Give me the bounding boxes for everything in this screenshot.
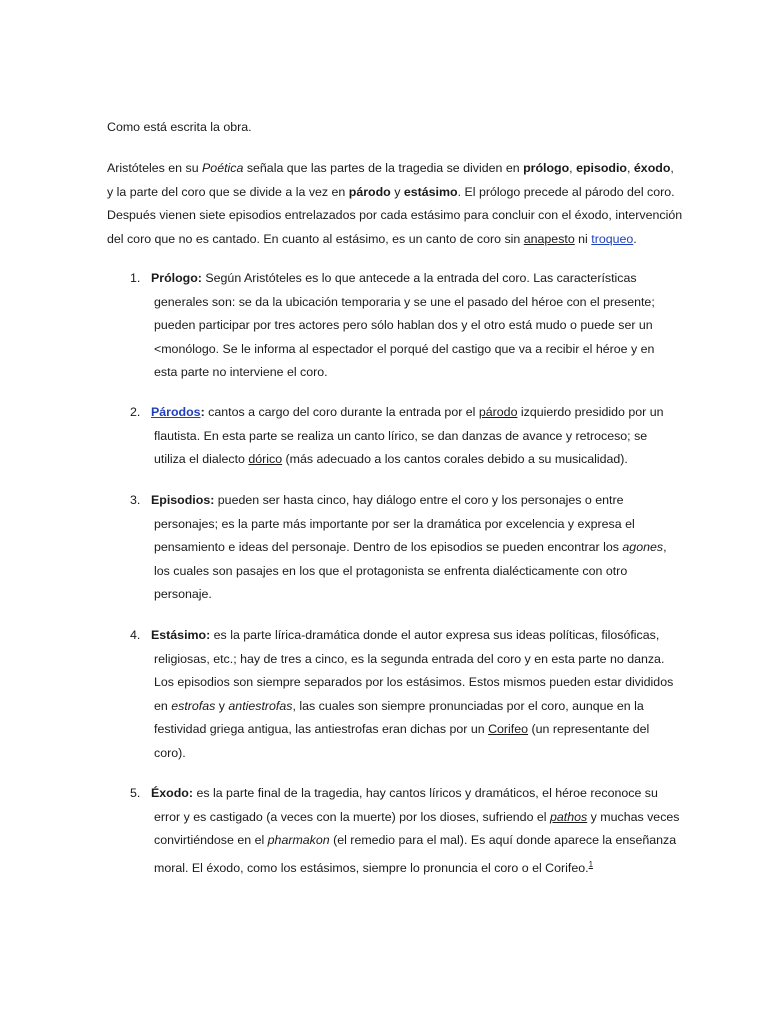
item-title: Estásimo: — [151, 628, 211, 642]
intro-paragraph — [107, 157, 683, 251]
text: , — [627, 161, 634, 175]
poetica-title: Poética — [202, 161, 244, 175]
item-line: generales son: se da la ubicación temporaria y se une el pasado del héroe con el presente; — [154, 294, 655, 309]
item-line — [151, 489, 654, 513]
item-line: esta parte no interviene el coro. — [154, 365, 328, 379]
text: pueden ser hasta cinco, hay diálogo entre el coro y los personajes o entre — [214, 493, 624, 507]
list-item-body — [151, 401, 664, 472]
text: (un representante del — [528, 722, 650, 736]
text: Aristóteles en su — [107, 161, 203, 175]
text: (más adecuado a los cantos corales debido a su musicalidad). — [282, 452, 628, 466]
term-episodio: episodio — [576, 161, 628, 175]
text: , las cuales son siempre pronunciadas por el coro, aunque en la — [292, 698, 644, 713]
text: , — [569, 161, 577, 175]
text: izquierdo presidido por un — [517, 405, 664, 419]
item-line — [154, 853, 654, 881]
item-line — [154, 448, 654, 472]
term-exodo: éxodo — [633, 161, 671, 175]
term-estrofas: estrofas — [171, 698, 216, 713]
term-parodo: párodo — [348, 184, 391, 199]
text: es la parte final de la tragedia, hay cantos líricos y dramáticos, el héroe reconoce su — [193, 786, 658, 800]
text: y la parte del coro que se divide a la vez en — [107, 184, 349, 199]
list-number: 4. — [130, 628, 141, 642]
pathos-link[interactable]: pathos — [550, 809, 588, 824]
item-line — [151, 267, 654, 291]
text: cantos a cargo del coro durante la entrada por el — [204, 405, 479, 419]
item-line — [154, 536, 667, 560]
dorico-link[interactable]: dórico — [248, 452, 283, 466]
term-pharmakon: pharmakon — [267, 833, 330, 847]
term-agones: agones — [622, 540, 664, 554]
troqueo-link[interactable]: troqueo — [591, 231, 634, 246]
term-estasimo: estásimo — [403, 184, 458, 199]
item-line: los cuales son pasajes en los que el protagonista se enfrenta dialécticamente con otro — [154, 563, 628, 578]
item-line — [154, 806, 680, 830]
text: moral. El éxodo, como los estásimos, siempre lo pronuncia el coro o el Corifeo. — [154, 860, 589, 875]
list-number: 2. — [130, 405, 141, 419]
parodos-link[interactable]: Párodos — [151, 405, 201, 419]
text: error y es castigado (a veces con la muerte) por los dioses, sufriendo el — [154, 809, 550, 824]
text: . El prólogo precede al párodo del coro. — [457, 184, 675, 199]
intro-line — [107, 181, 675, 205]
text: pensamiento e ideas del personaje. Dentro de los episodios se pueden encontrar los — [154, 540, 623, 554]
anapesto-link[interactable]: anapesto — [523, 231, 575, 246]
section-heading: Como está escrita la obra. — [107, 120, 252, 134]
intro-line — [107, 157, 674, 181]
text: ni — [574, 231, 592, 246]
list-item-body — [151, 782, 680, 880]
text: , — [670, 161, 674, 175]
text: convirtiéndose en el — [154, 833, 268, 847]
item-line — [151, 624, 660, 648]
corifeo-link[interactable]: Corifeo — [488, 722, 529, 736]
list-item-body — [151, 267, 655, 385]
text: y — [390, 184, 404, 199]
list-item-body — [151, 624, 674, 765]
list-number: 5. — [130, 786, 141, 800]
text: del coro que no es cantado. En cuanto al estásimo, es un canto de coro sin — [107, 231, 524, 246]
footnote-link[interactable]: 1 — [588, 859, 594, 869]
list-item-body — [151, 489, 667, 607]
item-line: coro). — [154, 745, 186, 760]
item-line — [151, 782, 658, 806]
item-title: Éxodo: — [151, 786, 193, 800]
text: utiliza el dialecto — [154, 452, 249, 466]
list-number: 3. — [130, 493, 141, 507]
list-number: 1. — [130, 271, 141, 285]
item-title: Episodios: — [151, 493, 215, 507]
item-line — [154, 718, 654, 742]
item-line: religiosas, etc.; hay de tres a cinco, es la segunda entrada del coro y en esta parte no danza. — [154, 651, 665, 666]
text: (el remedio para el mal). Es aquí donde aparece la enseñanza — [329, 833, 677, 847]
term-prologo: prólogo — [523, 161, 570, 175]
term-antiestrofas: antiestrofas — [228, 698, 293, 713]
text: es la parte lírica-dramática donde el autor expresa sus ideas políticas, filosóficas, — [210, 628, 660, 642]
item-line: flautista. En esta parte se realiza un canto lírico, se dan danzas de avance y retroceso; se — [154, 428, 648, 443]
item-line: Los episodios son siempre separados por los estásimos. Estos mismos pueden estar divididos — [154, 675, 674, 689]
text: : — [200, 405, 205, 419]
item-line — [151, 401, 664, 425]
text: , — [663, 540, 667, 554]
text: Según Aristóteles es lo que antecede a la entrada del coro. Las características — [201, 271, 637, 285]
text: y — [215, 698, 229, 713]
text: en — [154, 698, 172, 713]
item-line: personajes; es la parte más importante por ser la dramática por excelencia y expresa el — [154, 516, 635, 531]
item-line: <monólogo. Se le informa al espectador el porqué del castigo que va a recibir el héroe y en — [154, 341, 655, 356]
text: . — [633, 231, 637, 246]
item-line: personaje. — [154, 587, 212, 601]
intro-line: Después vienen siete episodios entrelazados por cada estásimo para concluir con el éxodo, intervención — [107, 208, 683, 222]
item-title: Prólogo: — [151, 271, 202, 285]
item-line: pueden participar por tres actores pero sólo hablan dos y el otro está mudo o puede ser un — [154, 318, 653, 332]
parodo-link[interactable]: párodo — [478, 405, 518, 419]
item-line — [154, 695, 654, 719]
text: señala que las partes de la tragedia se dividen en — [243, 161, 524, 175]
text: y muchas veces — [587, 809, 680, 824]
text: festividad griega antigua, las antiestrofas eran dichas por un — [154, 722, 489, 736]
item-line — [154, 829, 677, 853]
intro-line — [107, 228, 667, 252]
